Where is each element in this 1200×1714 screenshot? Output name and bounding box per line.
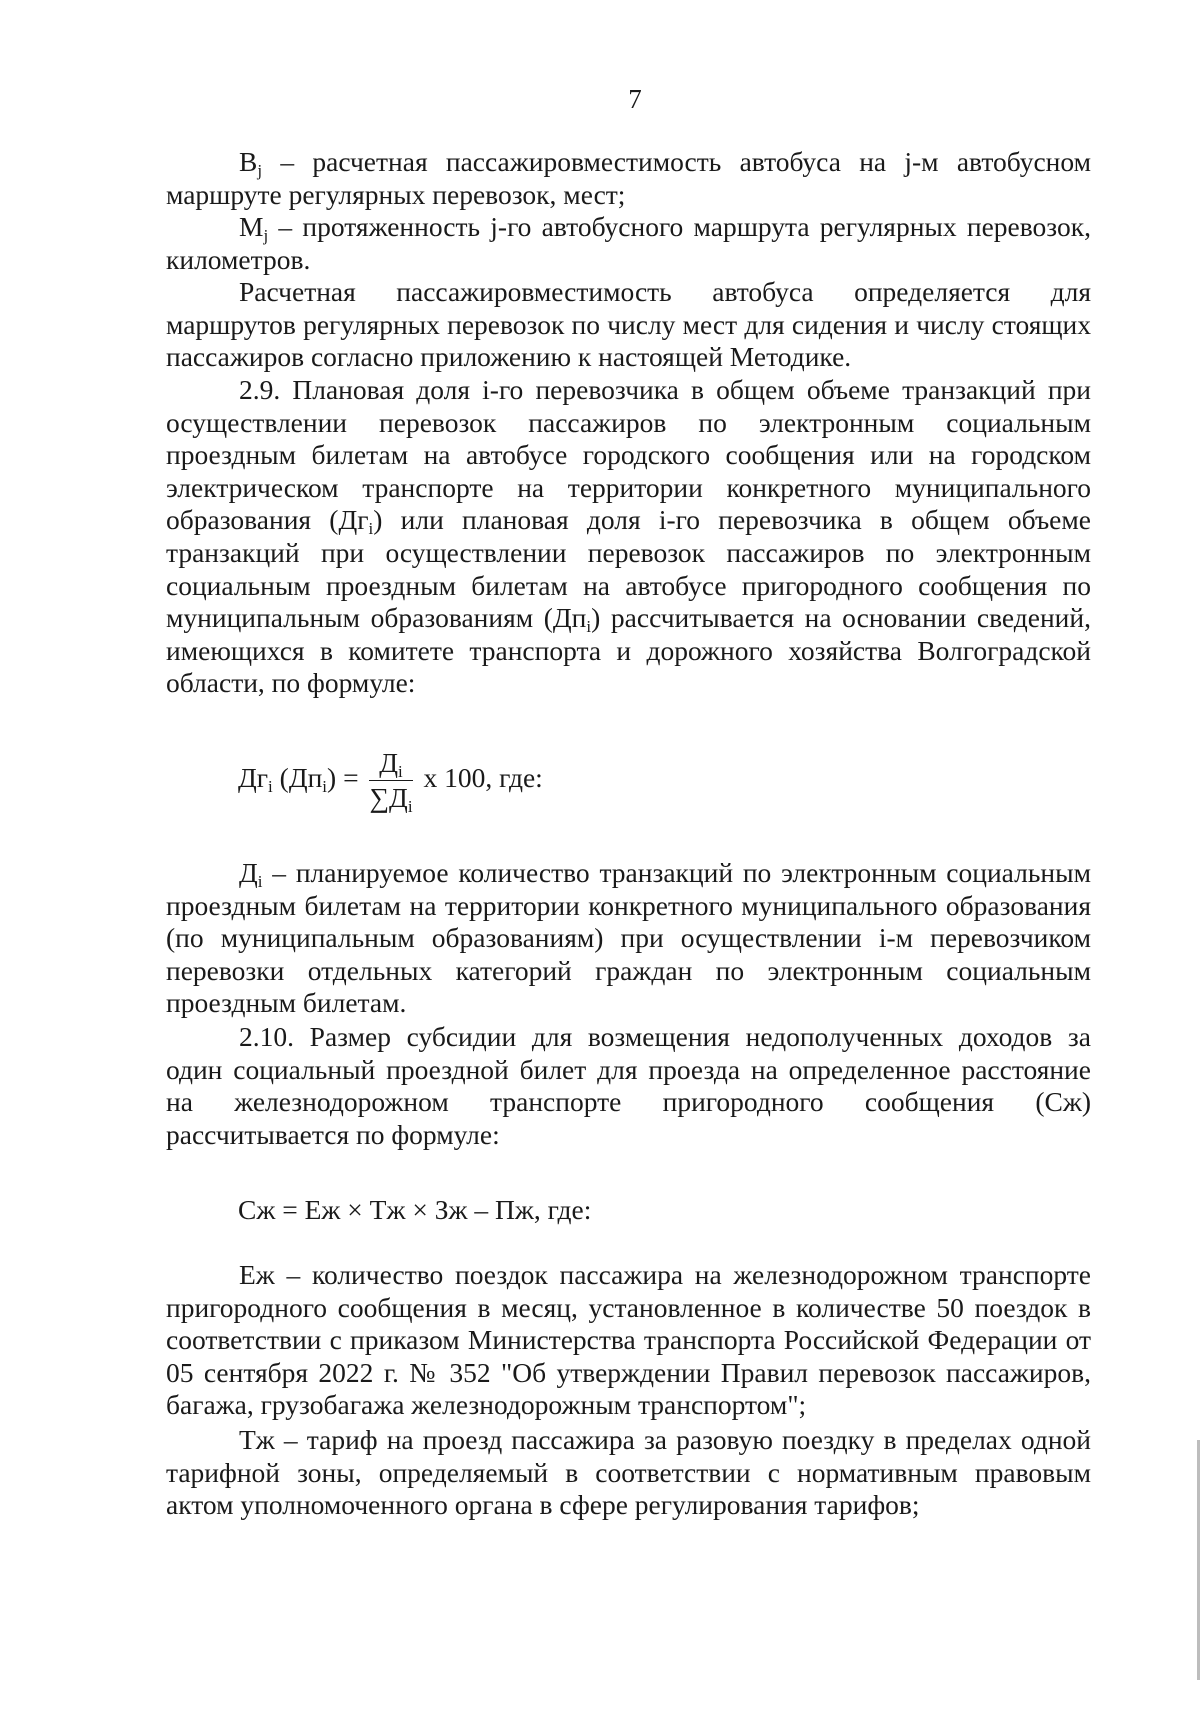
subscript-j: j xyxy=(257,161,263,180)
formula-fraction xyxy=(369,747,413,816)
paragraph-2-9-part2: ) или плановая доля i-го перевозчика в общем объеме транзакций при осуществлении перевозок пассажиров по электронным социальным проездным билетам на автобусе пригородного сообщения по муниципальным образованиям (Дп xyxy=(166,504,1091,634)
formula-share xyxy=(238,747,543,816)
definition-bj-text: – расчетная пассажировместимость автобуса на j-м автобусном маршруте регулярных перевозок, мест; xyxy=(166,146,1091,210)
denominator-symbol: ∑Д xyxy=(369,782,408,813)
definition-tzh: Тж – тариф на проезд пассажира за разовую поездку в пределах одной тарифной зоны, определяемый в соответствии с нормативным правовым актом уполномоченного органа в сфере регулирования тарифов; xyxy=(166,1424,1091,1521)
definition-di xyxy=(166,857,1091,1020)
fraction-denominator xyxy=(369,781,413,816)
subscript-i: i xyxy=(322,776,328,796)
symbol-d: Д xyxy=(239,857,258,888)
subscript-i: i xyxy=(586,617,592,637)
subscript-i: i xyxy=(268,776,273,796)
definition-bj xyxy=(166,146,1091,211)
formula-subsidy: Сж = Еж × Тж × Зж – Пж, где: xyxy=(238,1194,592,1225)
paragraph-2-10: 2.10. Размер субсидии для возмещения недополученных доходов за один социальный проездной билет для проезда на определенное расстояние на железнодорожном транспорте пригородного сообщения (Сж) рассчитывается по формуле: xyxy=(166,1021,1091,1150)
paragraph-2-9-part3: ) рассчитывается на основании сведений, имеющихся в комитете транспорта и дорожного хозяйства Волгоградской области, по формуле: xyxy=(166,602,1091,699)
formula-lhs-dp: (Дп xyxy=(272,761,323,793)
paragraph-2-9 xyxy=(166,374,1091,700)
paragraph-2-9-part1: 2.9. Плановая доля i-го перевозчика в общем объеме транзакций при осуществлении перевозок пассажиров по электронным социальным проездным билетам на автобусе городского сообщения или на городском электрическом транспорте на территории конкретного муниципального образования (Дг xyxy=(166,374,1091,536)
symbol-b: В xyxy=(239,146,258,177)
paragraph-capacity: Расчетная пассажировместимость автобуса определяется для маршрутов регулярных перевозок по числу мест для сидения и числу стоящих пассажиров согласно приложению к настоящей Методике. xyxy=(166,276,1091,373)
formula-lhs-close: ) = xyxy=(327,761,359,793)
definition-di-text: – планируемое количество транзакций по электронным социальным проездным билетам на территории конкретного муниципального образования (по муниципальным образованиям) при осуществлении i-м перевозчиком перевозки отдельных категорий граждан по электронным социальным проездным билетам. xyxy=(166,857,1091,1019)
subscript-i: i xyxy=(398,762,403,781)
definition-ezh: Еж – количество поездок пассажира на железнодорожном транспорте пригородного сообщения в месяц, установленное в количестве 50 поездок в соответствии с приказом Министерства транспорта Российской Федерации от 05 сентября 2022 г. № 352 "Об утверждении Правил перевозок пассажиров, багажа, грузобагажа железнодорожным транспортом"; xyxy=(166,1259,1091,1421)
definition-mj-text: – протяженность j-го автобусного маршрута регулярных перевозок, километров. xyxy=(166,211,1091,275)
symbol-m: М xyxy=(239,211,264,242)
subscript-i: i xyxy=(407,797,413,816)
subscript-i: i xyxy=(257,872,263,891)
formula-tail: x 100, где: xyxy=(423,761,543,793)
numerator-symbol: Д xyxy=(379,747,399,778)
formula-lhs-dg: Дг xyxy=(238,761,269,793)
definition-mj xyxy=(166,211,1091,276)
fraction-numerator xyxy=(369,748,412,781)
page-number: 7 xyxy=(628,84,642,114)
subscript-i: i xyxy=(368,519,374,539)
subscript-j: j xyxy=(263,226,269,245)
